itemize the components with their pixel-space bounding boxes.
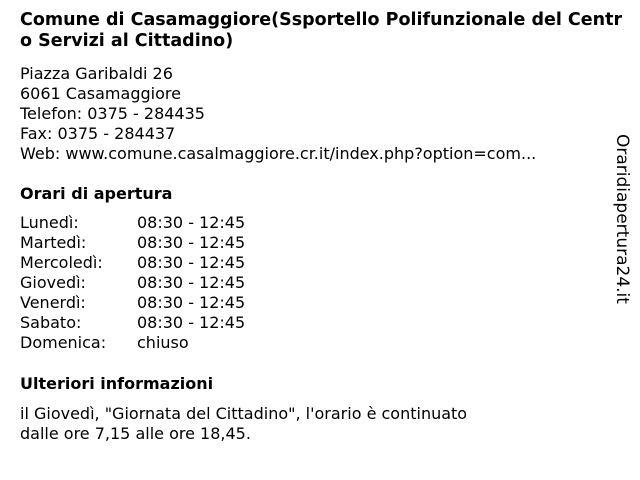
hours-row-saturday	[20, 313, 245, 333]
hours-row-wednesday	[20, 253, 245, 273]
page-title: Comune di Casamaggiore(Ssportello Polifunzionale del Centro Servizi al Cittadino)	[20, 10, 623, 51]
day-label: Giovedì:	[20, 273, 86, 292]
day-label: Sabato:	[20, 313, 82, 332]
hours-value: chiuso	[137, 333, 189, 352]
day-label: Domenica:	[20, 333, 107, 352]
hours-value: 08:30 - 12:45	[137, 233, 246, 252]
day-label: Venerdì:	[20, 293, 86, 312]
hours-row-monday	[20, 213, 245, 233]
hours-row-sunday	[20, 333, 245, 353]
hours-row-tuesday	[20, 233, 245, 253]
opening-hours-heading: Orari di apertura	[20, 184, 173, 203]
day-label: Martedì:	[20, 233, 87, 252]
further-info-heading: Ulteriori informazioni	[20, 374, 214, 393]
day-label: Lunedì:	[20, 213, 79, 232]
opening-hours-table	[20, 213, 245, 353]
site-watermark: Oraridiapertura24.it	[612, 134, 632, 304]
hours-row-thursday	[20, 273, 245, 293]
hours-value: 08:30 - 12:45	[137, 273, 246, 292]
fax-number: Fax: 0375 - 284437	[20, 124, 176, 143]
hours-value: 08:30 - 12:45	[137, 293, 246, 312]
further-info-text: il Giovedì, "Giornata del Cittadino", l'orario è continuato dalle ore 7,15 alle ore 18,45.	[20, 404, 468, 443]
hours-value: 08:30 - 12:45	[137, 213, 246, 232]
hours-value: 08:30 - 12:45	[137, 253, 246, 272]
website-link[interactable]: Web: www.comune.casalmaggiore.cr.it/index.php?option=com...	[20, 144, 537, 163]
address-block	[20, 64, 536, 164]
hours-row-friday	[20, 293, 245, 313]
phone-number[interactable]: Telefon: 0375 - 284435	[20, 104, 205, 123]
postal-city: 6061 Casamaggiore	[20, 84, 181, 103]
street-address: Piazza Garibaldi 26	[20, 64, 173, 83]
day-label: Mercoledì:	[20, 253, 103, 272]
hours-value: 08:30 - 12:45	[137, 313, 246, 332]
